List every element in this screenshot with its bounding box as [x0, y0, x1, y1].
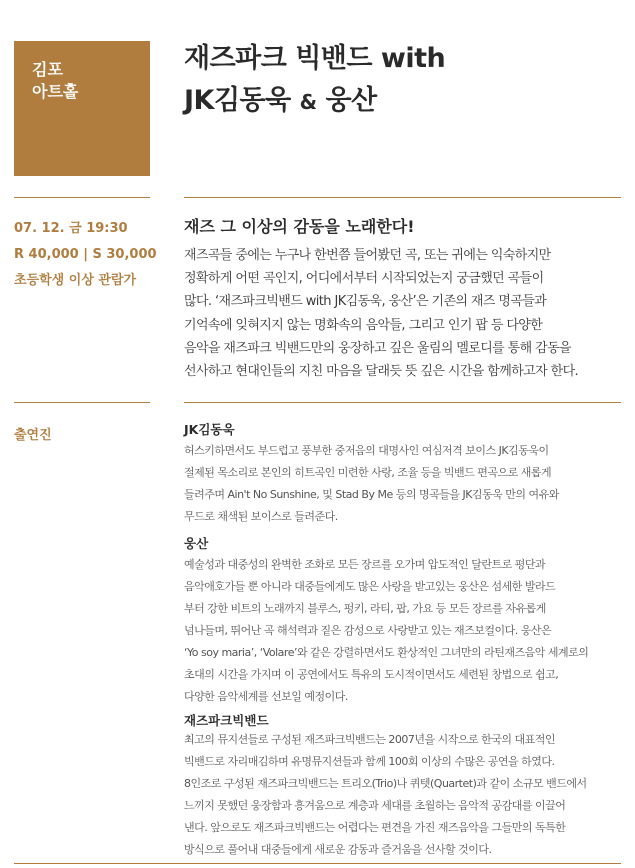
event-info — [14, 216, 157, 294]
right-divider-top — [184, 197, 621, 198]
performer-line: 음악애호가들 뿐 아니라 대중들에게도 많은 사랑을 받고있는 웅산은 섬세한 발라드 — [184, 580, 556, 593]
performer-description — [184, 729, 624, 861]
performer-line: 들려주며 Ain't No Sunshine, 및 Stad By Me 등의 명곡들을 JK김동욱 만의 여유와 — [184, 488, 559, 501]
performer-line: 넘나들며, 뛰어난 곡 해석력과 짙은 감성으로 사랑받고 있는 재즈보컬이다. 웅산은 — [184, 624, 552, 637]
title-line-2 — [184, 80, 624, 123]
performer-line: 절제된 목소리로 본인의 히트곡인 미련한 사랑, 조율 등을 빅밴드 편곡으로 새롭게 — [184, 466, 552, 479]
performer-line: 허스키하면서도 부드럽고 풍부한 중저음의 대명사인 여심저격 보이스 JK김동욱이 — [184, 444, 549, 457]
page-title — [184, 38, 624, 123]
intro-line: 선사하고 현대인들의 지친 마음을 달래듯 뜻 깊은 시간을 함께하고자 한다. — [184, 364, 579, 380]
event-age-limit: 초등학생 이상 관람가 — [14, 273, 137, 288]
performers-label: 출연진 — [14, 428, 52, 443]
performer-name: 재즈파크빅밴드 — [184, 713, 269, 728]
event-datetime: 07. 12. 금 19:30 — [14, 221, 128, 236]
title-line-1: 재즈파크 빅밴드 with — [184, 43, 446, 74]
title-ampersand: & — [299, 90, 317, 114]
performer-line: ‘Yo soy maria’, ‘Volare’와 같은 강렬하면서도 환상적인 그녀만의 라틴재즈음악 세계로의 — [184, 646, 589, 659]
intro-line: 재즈곡들 중에는 누구나 한번쯤 들어봤던 곡, 또는 귀에는 익숙하지만 — [184, 248, 551, 263]
performer-line: 예술성과 대중성의 완벽한 조화로 모든 장르를 오가며 압도적인 달란트로 평단과 — [184, 558, 546, 571]
performer-line: 다양한 음악세계를 선보일 예정이다. — [184, 690, 348, 703]
intro-line: 음악을 재즈파크 빅밴드만의 웅장하고 깊은 울림의 멜로디를 통해 감동을 — [184, 340, 571, 356]
performer-line: 무드로 채색된 보이스로 들려준다. — [184, 510, 338, 523]
performer-description — [184, 440, 624, 528]
performer-line: 부터 강한 비트의 노래까지 블루스, 펑키, 라티, 팝, 가요 등 모든 장르를 자유롭게 — [184, 602, 546, 615]
venue-line-1: 김포 — [32, 60, 63, 79]
intro-line: 많다. ‘재즈파크빅밴드 with JK김동욱, 웅산’은 기존의 재즈 명곡들과 — [184, 294, 547, 310]
performer-name: 웅산 — [184, 536, 209, 551]
performer-line: 느끼지 못했던 웅장함과 흥겨움으로 계층과 세대를 초월하는 음악적 공감대를 이끌어 — [184, 799, 566, 812]
performer-line: 낸다. 앞으로도 재즈파크빅밴드는 어렵다는 편견을 가진 재즈음악을 그들만의 독특한 — [184, 821, 566, 834]
intro-heading: 재즈 그 이상의 감동을 노래한다! — [184, 217, 415, 236]
performer-line: 방식으로 풀어내 대중들에게 새로운 감동과 즐거움을 선사할 것이다. — [184, 843, 492, 856]
right-divider-middle — [184, 402, 621, 403]
left-divider-top — [14, 197, 150, 198]
title-line-2-main: JK김동욱 — [184, 85, 300, 116]
title-line-2-tail: 웅산 — [316, 85, 377, 116]
venue-line-2: 아트홀 — [32, 82, 79, 101]
performer-line: 8인조로 구성된 재즈파크빅밴드는 트리오(Trio)나 퀴텟(Quartet)과 같이 소규모 밴드에서 — [184, 777, 587, 790]
performer-line: 초대의 시간을 가지며 이 공연에서도 특유의 도시적이면서도 세련된 창법으로 쉽고, — [184, 668, 559, 681]
bottom-divider — [14, 863, 621, 864]
venue-badge — [14, 41, 150, 176]
performer-description — [184, 554, 624, 708]
intro-paragraph — [184, 244, 624, 383]
intro-line: 기억속에 잊혀지지 않는 명화속의 음악들, 그리고 인기 팝 등 다양한 — [184, 317, 543, 333]
performer-line: 빅밴드로 자리매김하며 유명뮤지션들과 함께 100회 이상의 수많은 공연을 하였다. — [184, 755, 555, 768]
performer-name: JK김동욱 — [184, 422, 235, 437]
event-price: R 40,000 | S 30,000 — [14, 247, 157, 262]
performer-line: 최고의 뮤지션들로 구성된 재즈파크빅밴드는 2007년을 시작으로 한국의 대표적인 — [184, 733, 555, 746]
intro-line: 정확하게 어떤 곡인지, 어디에서부터 시작되었는지 궁금했던 곡들이 — [184, 271, 544, 287]
left-divider-middle — [14, 402, 150, 403]
